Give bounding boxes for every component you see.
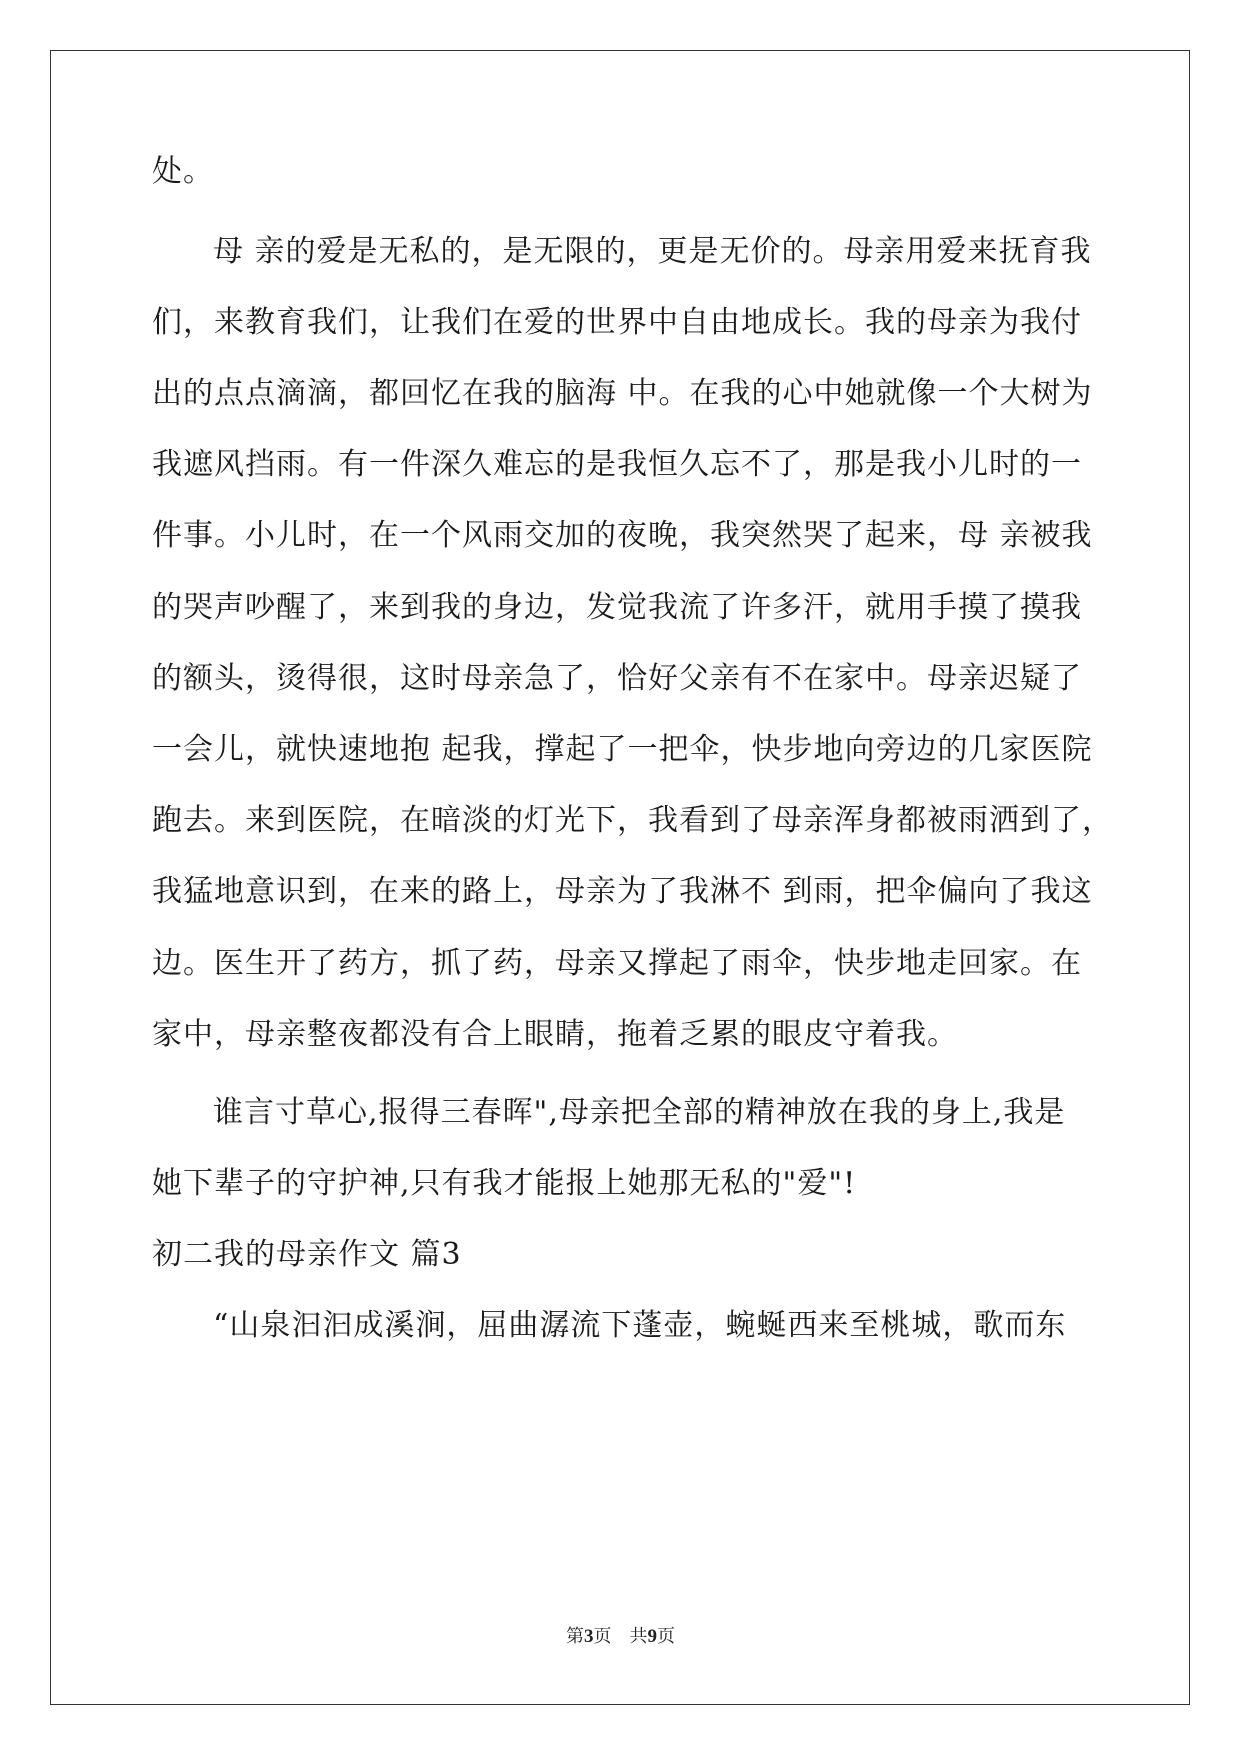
- total-page-number: 9: [647, 1626, 657, 1647]
- page-footer: [0, 1625, 1241, 1649]
- paragraph-start: “山泉汩汩成溪涧，屈曲潺流下蓬壶，蜿蜒西来至桃城，歌而东: [213, 1308, 1067, 1343]
- text-line: 的哭声吵醒了，来到我的身边，发觉我流了许多汗，就用手摸了摸我: [152, 590, 1082, 625]
- text-line: 件事。小儿时，在一个风雨交加的夜晚，我突然哭了起来，母 亲被我: [152, 518, 1093, 553]
- text-line: 我遮风挡雨。有一件深久难忘的是我恒久忘不了，那是我小儿时的一: [152, 447, 1082, 482]
- text-line: 出的点点滴滴，都回忆在我的脑海 中。在我的心中她就像一个大树为: [152, 376, 1093, 411]
- text-line: 跑去。来到医院，在暗淡的灯光下，我看到了母亲浑身都被雨洒到了，: [152, 803, 1113, 838]
- text-line: 我猛地意识到，在来的路上，母亲为了我淋不 到雨，把伞偏向了我这: [152, 874, 1093, 909]
- paragraph-start: 谁言寸草心,报得三春晖",母亲把全部的精神放在我的身上,我是: [213, 1095, 1066, 1130]
- section-heading: 初二我的母亲作文 篇3: [152, 1237, 462, 1272]
- footer-prefix: 第: [566, 1626, 584, 1647]
- text-line: 家中，母亲整夜都没有合上眼睛，拖着乏累的眼皮守着我。: [152, 1017, 958, 1052]
- text-line: 们，来教育我们，让我们在爱的世界中自由地成长。我的母亲为我付: [152, 305, 1082, 340]
- footer-mid: 页 共: [593, 1626, 648, 1647]
- current-page-number: 3: [584, 1626, 594, 1647]
- text-line: 她下辈子的守护神,只有我才能报上她那无私的"爱"!: [152, 1166, 857, 1201]
- paragraph-start: 母 亲的爱是无私的，是无限的，更是无价的。母亲用爱来抚育我: [213, 234, 1092, 269]
- text-line: 一会儿，就快速地抱 起我，撑起了一把伞，快步地向旁边的几家医院: [152, 732, 1093, 767]
- text-line: 边。医生开了药方，抓了药，母亲又撑起了雨伞，快步地走回家。在: [152, 946, 1082, 981]
- text-line: 处。: [152, 154, 214, 189]
- footer-suffix: 页: [657, 1626, 675, 1647]
- text-line: 的额头，烫得很，这时母亲急了，恰好父亲有不在家中。母亲迟疑了: [152, 661, 1082, 696]
